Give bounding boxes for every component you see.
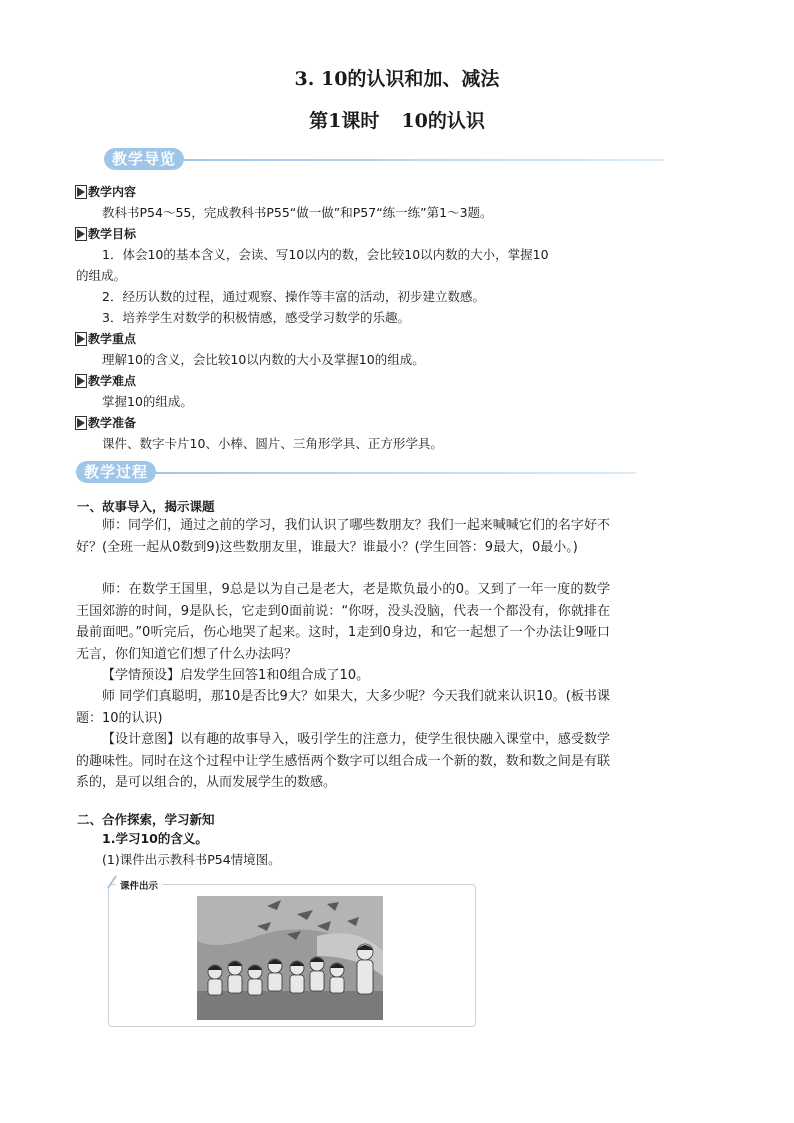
part2-heading: 二、合作探索，学习新知 [77, 812, 215, 827]
prep-text: 课件、数字卡片10、小棒、圆片、三角形学具、正方形学具。 [102, 436, 443, 451]
page-title: 3. 10的认识和加、减法 [294, 68, 500, 90]
section-heading-content: 教学内容 [77, 184, 136, 200]
play-marker-icon [77, 334, 85, 344]
section-banner-process: 教学过程 [76, 461, 156, 483]
banner-line [156, 472, 636, 474]
part1-heading: 一、故事导入，揭示课题 [77, 499, 215, 514]
section-heading-goals: 教学目标 [77, 226, 136, 242]
paragraph-3: 【学情预设】启发学生回答1和0组合成了10。 [102, 668, 370, 683]
sub1-text: (1)课件出示教科书P54情境图。 [102, 852, 281, 867]
difficulty-text: 掌握10的组成。 [102, 394, 193, 409]
goal-2: 2．经历认数的过程，通过观察、操作等丰富的活动，初步建立数感。 [102, 289, 485, 304]
lesson-name: 10的认识 [401, 110, 485, 132]
key-text: 理解10的含义，会比较10以内数的大小及掌握10的组成。 [102, 352, 425, 367]
play-marker-icon [77, 229, 85, 239]
goal-1a: 1．体会10的基本含义，会读、写10以内的数，会比较10以内数的大小，掌握10 [102, 247, 549, 262]
paragraph-1: 师：同学们，通过之前的学习，我们认识了哪些数朋友？我们一起来喊喊它们的名字好不好？(全班一起从0数到9)这些数朋友里，谁最大？谁最小？(学生回答：9最大，0最小。) [76, 518, 610, 555]
banner-line [184, 159, 664, 161]
play-marker-icon [77, 418, 85, 428]
goal-1b: 的组成。 [76, 268, 127, 283]
scene-illustration [197, 896, 383, 1020]
lesson-title [0, 106, 794, 133]
lesson-number: 第1课时 [309, 110, 380, 132]
section-banner-guide: 教学导览 [104, 148, 184, 170]
play-marker-icon [77, 376, 85, 386]
sub1-heading: 1.学习10的含义。 [102, 831, 208, 846]
children-scene-icon [197, 896, 383, 1020]
goal-3: 3．培养学生对数学的积极情感，感受学习数学的乐趣。 [102, 310, 410, 325]
paragraph-4: 师 同学们真聪明，那10是否比9大？如果大，大多少呢？今天我们就来认识10。(板书课题：10的认识) [76, 689, 610, 726]
content-text: 教科书P54～55，完成教科书P55“做一做”和P57“练一练”第1～3题。 [102, 205, 493, 220]
paragraph-2: 师：在数学王国里，9总是以为自己是老大，老是欺负最小的0。又到了一年一度的数学王国郊游的时间，9是队长，它走到0面前说：“你呀，没头没脑，代表一个都没有，你就排在最前面吧。”0听完后，伤心地哭了起来。这时，1走到0身边，和它一起想了一个办法让9哑口无言，你们知道它们想了什么办法吗？ [76, 582, 610, 662]
section-heading-difficulty: 教学难点 [77, 373, 136, 389]
play-marker-icon [77, 187, 85, 197]
paragraph-5: 【设计意图】以有趣的故事导入，吸引学生的注意力，使学生很快融入课堂中，感受数学的趣味性。同时在这个过程中让学生感悟两个数字可以组合成一个新的数，数和数之间是有联系的，是可以组合的，从而发展学生的数感。 [76, 732, 610, 790]
section-heading-key: 教学重点 [77, 331, 136, 347]
figure-label: 课件出示 [116, 878, 162, 892]
section-heading-prep: 教学准备 [77, 415, 136, 431]
